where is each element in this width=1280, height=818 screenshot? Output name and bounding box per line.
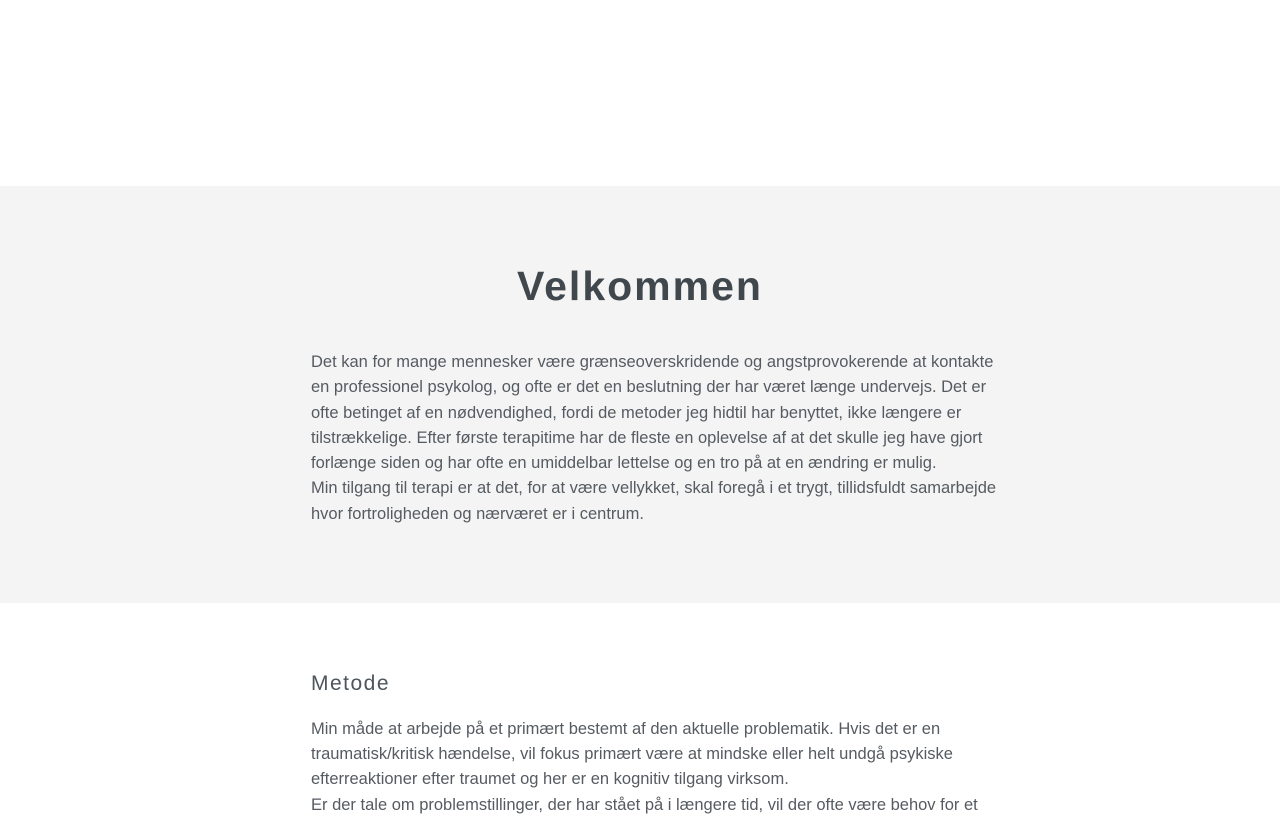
paragraph-line: hvor fortroligheden og nærværet er i centrum. [311,504,644,523]
paragraph-line: traumatisk/kritisk hændelse, vil fokus primært være at mindske eller helt undgå psykiske [311,745,953,763]
welcome-paragraph [311,350,997,527]
paragraph-line: tilstrækkelige. Efter første terapitime har de fleste en oplevelse af at det skulle jeg have gjort [311,428,983,447]
header-blank-area [0,0,1280,186]
welcome-title: Velkommen [517,263,763,309]
paragraph-line: efterreaktioner efter traumet og her er en kognitiv tilgang virksom. [311,770,789,789]
paragraph-line: forlænge siden og har ofte en umiddelbar lettelse og en tro på at en ændring er mulig. [311,454,937,472]
paragraph-line: Min måde at arbejde på et primært bestemt af den aktuelle problematik. Hvis det er en [311,719,941,738]
metode-title: Metode [311,671,391,695]
paragraph-line: ofte betinget af en nødvendighed, fordi de metoder jeg hidtil har benyttet, ikke længere er [311,403,962,422]
paragraph-line: Min tilgang til terapi er at det, for at være vellykket, skal foregå i et trygt, tillidsfuldt samarbejde [311,479,997,498]
metode-paragraph [311,717,991,818]
paragraph-line: Det kan for mange mennesker være grænseoverskridende og angstprovokerende at kontakte [311,353,994,371]
paragraph-line-clipped: Er der tale om problemstillinger, der har stået på i længere tid, vil der ofte være behov for et [311,795,978,814]
paragraph-line: en professionel psykolog, og ofte er det en beslutning der har været længe undervejs. Det er [311,378,987,397]
welcome-section [0,186,1280,603]
metode-section [0,603,1280,818]
